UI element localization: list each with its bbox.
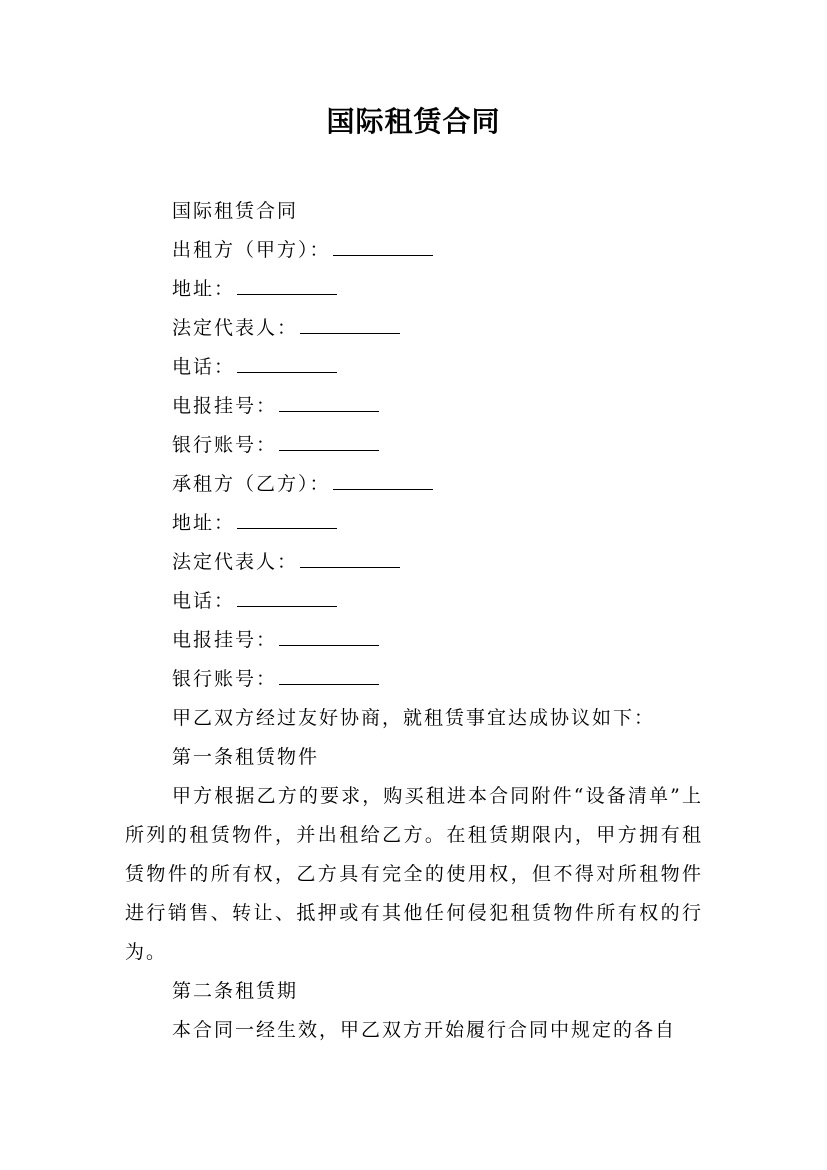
lessor-telegraph-blank (279, 389, 379, 412)
agreement-intro: 甲乙双方经过友好协商，就租赁事宜达成协议如下： (172, 707, 656, 729)
lessor-phone-line (125, 348, 703, 387)
lessor-legal-rep-label: 法定代表人： (172, 317, 299, 339)
article1-heading: 第一条租赁物件 (172, 746, 320, 768)
lessee-address-line (125, 504, 703, 543)
lessor-address-label: 地址： (172, 278, 236, 300)
lessee-telegraph-label: 电报挂号： (172, 629, 278, 651)
lessor-telegraph-label: 电报挂号： (172, 395, 278, 417)
article1-text: 甲方根据乙方的要求，购买租进本合同附件“设备清单”上所列的租赁物件，并出租给乙方。在租赁期限内，甲方拥有租赁物件的所有权，乙方具有完全的使用权，但不得对所租物件进行销售、转让、抵押或有其他任何侵犯租赁物件所有权的行为。 (125, 785, 703, 963)
article2-text: 本合同一经生效，甲乙双方开始履行合同中规定的各自 (172, 1019, 677, 1041)
lessee-bank-line (125, 660, 703, 699)
lessee-heading-label: 承租方（乙方）： (172, 473, 331, 495)
lessor-bank-line (125, 426, 703, 465)
lessee-phone-label: 电话： (172, 590, 236, 612)
lessee-bank-label: 银行账号： (172, 668, 278, 690)
lessee-legal-rep-label: 法定代表人： (172, 551, 299, 573)
lessor-address-line (125, 270, 703, 309)
lessee-name-blank (333, 467, 433, 490)
lessor-phone-blank (237, 350, 337, 373)
contract-subtitle: 国际租赁合同 (172, 200, 299, 222)
lessor-heading-label: 出租方（甲方）： (172, 239, 331, 261)
lessee-address-blank (237, 506, 337, 529)
lessor-bank-blank (279, 428, 379, 451)
document-title: 国际租赁合同 (326, 105, 501, 138)
lessor-legal-rep-blank (300, 311, 400, 334)
lessor-name-blank (333, 233, 433, 256)
document-body (125, 192, 703, 1050)
lessee-telegraph-blank (279, 623, 379, 646)
lessee-legal-rep-blank (300, 545, 400, 568)
lessor-legal-rep-line (125, 309, 703, 348)
lessor-address-blank (237, 272, 337, 295)
lessee-phone-line (125, 582, 703, 621)
lessor-telegraph-line (125, 387, 703, 426)
lessor-bank-label: 银行账号： (172, 434, 278, 456)
lessor-heading-line (125, 231, 703, 270)
lessee-phone-blank (237, 584, 337, 607)
lessee-heading-line (125, 465, 703, 504)
lessor-phone-label: 电话： (172, 356, 236, 378)
lessee-telegraph-line (125, 621, 703, 660)
lessee-address-label: 地址： (172, 512, 236, 534)
article2-heading: 第二条租赁期 (172, 980, 299, 1002)
lessee-bank-blank (279, 662, 379, 685)
lessee-legal-rep-line (125, 543, 703, 582)
